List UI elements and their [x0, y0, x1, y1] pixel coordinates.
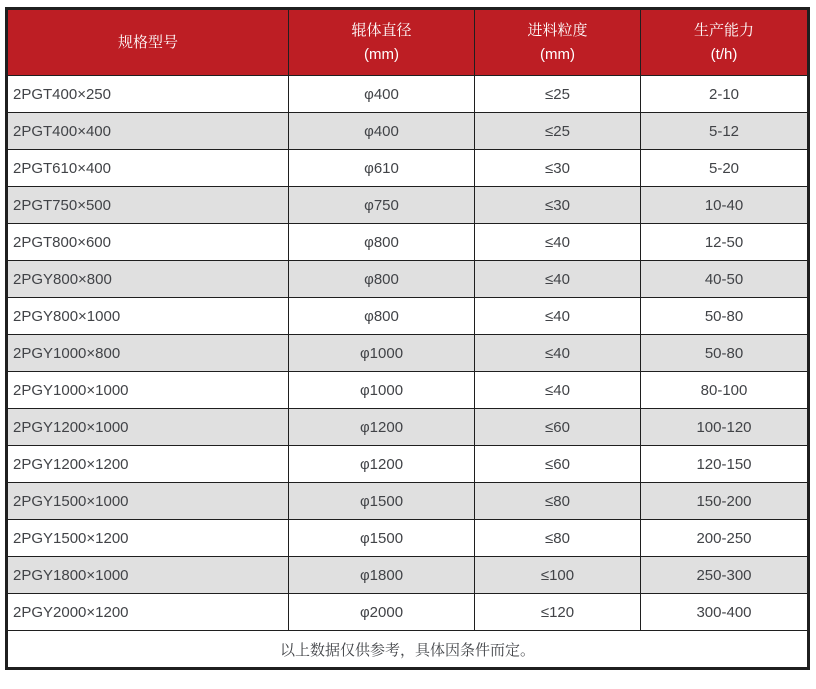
- table-header: [8, 10, 808, 76]
- cell-capacity: 5-12: [641, 113, 808, 150]
- cell-capacity: 200-250: [641, 520, 808, 557]
- cell-feed-size: ≤25: [475, 76, 641, 113]
- cell-capacity: 12-50: [641, 224, 808, 261]
- cell-diameter: φ1800: [289, 557, 475, 594]
- cell-feed-size: ≤80: [475, 483, 641, 520]
- table-row: [8, 335, 808, 372]
- cell-model: 2PGY1200×1000: [8, 409, 289, 446]
- table-row: [8, 298, 808, 335]
- table-row: [8, 557, 808, 594]
- cell-model: 2PGY1800×1000: [8, 557, 289, 594]
- cell-model: 2PGY1500×1000: [8, 483, 289, 520]
- column-header-feed-size: [475, 10, 641, 76]
- cell-capacity: 80-100: [641, 372, 808, 409]
- table-row: [8, 113, 808, 150]
- cell-feed-size: ≤40: [475, 261, 641, 298]
- column-unit: (t/h): [710, 45, 738, 63]
- cell-capacity: 250-300: [641, 557, 808, 594]
- column-header-roller-diameter: [289, 10, 475, 76]
- cell-capacity: 50-80: [641, 335, 808, 372]
- cell-model: 2PGT800×600: [8, 224, 289, 261]
- column-header-model: [8, 10, 289, 76]
- column-title: 进料粒度: [527, 21, 588, 39]
- cell-model: 2PGT610×400: [8, 150, 289, 187]
- table-row: [8, 520, 808, 557]
- cell-model: 2PGY800×800: [8, 261, 289, 298]
- cell-model: 2PGT750×500: [8, 187, 289, 224]
- cell-diameter: φ1200: [289, 409, 475, 446]
- cell-feed-size: ≤40: [475, 372, 641, 409]
- header-row: [8, 10, 808, 76]
- table-row: [8, 261, 808, 298]
- cell-diameter: φ1000: [289, 335, 475, 372]
- cell-diameter: φ800: [289, 261, 475, 298]
- table-row: [8, 187, 808, 224]
- cell-model: 2PGY1000×1000: [8, 372, 289, 409]
- cell-feed-size: ≤30: [475, 187, 641, 224]
- cell-feed-size: ≤40: [475, 298, 641, 335]
- column-title: 辊体直径: [351, 21, 412, 39]
- cell-model: 2PGY1500×1200: [8, 520, 289, 557]
- cell-feed-size: ≤40: [475, 224, 641, 261]
- cell-feed-size: ≤120: [475, 594, 641, 631]
- table-footer: [8, 631, 808, 668]
- cell-capacity: 5-20: [641, 150, 808, 187]
- table-row: [8, 150, 808, 187]
- column-title: 生产能力: [693, 21, 754, 39]
- cell-diameter: φ1500: [289, 483, 475, 520]
- table-row: [8, 409, 808, 446]
- cell-capacity: 40-50: [641, 261, 808, 298]
- table-row: [8, 372, 808, 409]
- cell-feed-size: ≤40: [475, 335, 641, 372]
- cell-capacity: 2-10: [641, 76, 808, 113]
- table-row: [8, 594, 808, 631]
- table-footer-note: 以上数据仅供参考，具体因条件而定。: [8, 631, 808, 668]
- footer-row: [8, 631, 808, 668]
- cell-capacity: 100-120: [641, 409, 808, 446]
- cell-diameter: φ750: [289, 187, 475, 224]
- cell-feed-size: ≤25: [475, 113, 641, 150]
- cell-model: 2PGY1200×1200: [8, 446, 289, 483]
- cell-diameter: φ2000: [289, 594, 475, 631]
- cell-diameter: φ1000: [289, 372, 475, 409]
- column-unit: (mm): [540, 45, 575, 63]
- cell-feed-size: ≤30: [475, 150, 641, 187]
- table-row: [8, 224, 808, 261]
- cell-diameter: φ800: [289, 224, 475, 261]
- table-body: [8, 76, 808, 631]
- column-title: 规格型号: [117, 33, 178, 51]
- cell-feed-size: ≤60: [475, 409, 641, 446]
- cell-capacity: 50-80: [641, 298, 808, 335]
- cell-model: 2PGY1000×800: [8, 335, 289, 372]
- table-row: [8, 483, 808, 520]
- cell-model: 2PGT400×400: [8, 113, 289, 150]
- cell-diameter: φ1500: [289, 520, 475, 557]
- cell-feed-size: ≤80: [475, 520, 641, 557]
- cell-capacity: 120-150: [641, 446, 808, 483]
- table-row: [8, 446, 808, 483]
- spec-table-container: [5, 7, 810, 670]
- cell-capacity: 300-400: [641, 594, 808, 631]
- cell-model: 2PGY800×1000: [8, 298, 289, 335]
- column-header-capacity: [641, 10, 808, 76]
- table-row: [8, 76, 808, 113]
- cell-diameter: φ1200: [289, 446, 475, 483]
- cell-model: 2PGT400×250: [8, 76, 289, 113]
- column-unit: (mm): [364, 45, 399, 63]
- cell-feed-size: ≤60: [475, 446, 641, 483]
- cell-diameter: φ400: [289, 76, 475, 113]
- cell-capacity: 150-200: [641, 483, 808, 520]
- cell-model: 2PGY2000×1200: [8, 594, 289, 631]
- cell-capacity: 10-40: [641, 187, 808, 224]
- cell-diameter: φ400: [289, 113, 475, 150]
- cell-feed-size: ≤100: [475, 557, 641, 594]
- cell-diameter: φ610: [289, 150, 475, 187]
- spec-table: [7, 9, 808, 668]
- cell-diameter: φ800: [289, 298, 475, 335]
